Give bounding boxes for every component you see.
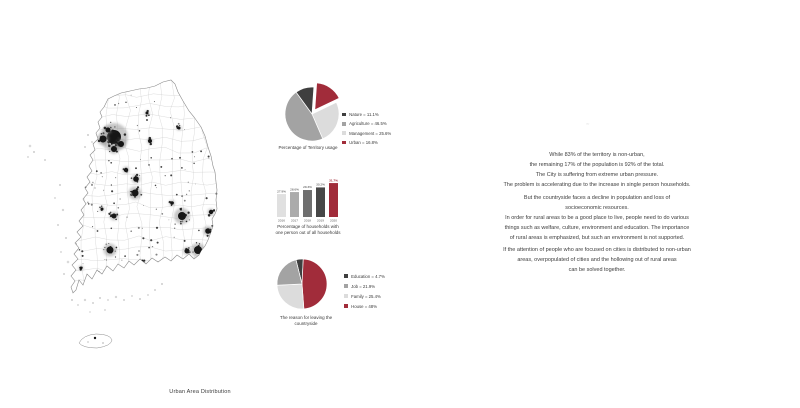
bar-2017 <box>290 192 299 217</box>
legend-item-education <box>344 271 385 281</box>
legend-item-management <box>342 129 391 138</box>
article-paragraph <box>467 193 727 243</box>
legend-label: Job = 21.9% <box>351 283 376 289</box>
bar-value-label: 29.3% <box>303 185 312 190</box>
article-line: If the attention of people who are focused on cities is distributed to non-urban <box>503 247 691 253</box>
article-line: While 83% of the territory is non-urban, <box>549 152 645 158</box>
article-line: things such as welfare, culture, environment and education. The importance <box>504 224 690 231</box>
leaving-reason-caption-line-2: countryside <box>294 321 318 326</box>
leaving-reason-pie-legend <box>344 271 385 311</box>
urban-area-yeosu <box>148 271 151 274</box>
jeju-outline <box>79 334 112 348</box>
article-line: In order for rural areas to be a good place to live, people need to do various <box>505 214 689 221</box>
bar-value-label: 30.2% <box>316 182 325 187</box>
bar-2018 <box>303 190 312 217</box>
legend-item-house <box>344 301 385 311</box>
pie-slice-house <box>302 259 327 309</box>
article-line: the remaining 17% of the population is 92% of the total. <box>529 162 665 168</box>
bar-chart-caption <box>260 224 356 236</box>
bar-value-label: 27.9% <box>277 189 286 194</box>
bar-year-label: 2020 <box>330 218 337 223</box>
leaving-reason-pie-caption <box>258 315 354 327</box>
article-text <box>467 150 727 278</box>
bar-value-label: 28.6% <box>290 187 299 192</box>
bar-2019 <box>316 187 325 217</box>
article-line: But the countryside faces a decline in population and loss of <box>523 194 671 201</box>
legend-label: Agriculture = 46.5% <box>349 121 387 127</box>
leaving-reason-caption-line-1: The reason for leaving the <box>279 315 333 320</box>
legend-swatch <box>344 294 348 298</box>
article-line: The problem is accelerating due to the increase in single person households. <box>503 182 691 188</box>
article-paragraph <box>467 150 727 190</box>
legend-label: Management = 25.6% <box>349 130 392 136</box>
map-caption: Urban Area Distribution <box>169 389 231 395</box>
bar-year-label: 2019 <box>317 218 324 223</box>
legend-item-agriculture <box>342 119 391 128</box>
bar-chart-caption-line-1: Percentage of households with <box>277 224 339 229</box>
urban-area-suncheon <box>142 262 145 265</box>
bar-value-label: 31.7% <box>329 178 338 183</box>
legend-swatch <box>344 274 348 278</box>
article-line: can be solved together. <box>568 267 626 273</box>
legend-label: House = 48% <box>351 303 378 309</box>
legend-swatch <box>342 122 346 126</box>
article-line: The City is suffering from extreme urban pressure. <box>535 172 659 178</box>
legend-item-nature <box>342 110 391 119</box>
legend-item-job <box>344 281 385 291</box>
article-line: socioeconomic resources. <box>565 204 629 211</box>
legend-swatch <box>342 131 346 135</box>
legend-swatch <box>342 113 346 117</box>
pie-slice-family <box>277 284 304 309</box>
article-line: of rural areas is emphasized, but such an environment is not supported. <box>509 234 685 241</box>
legend-label: Family = 25.4% <box>351 293 381 299</box>
legend-item-family <box>344 291 385 301</box>
legend-swatch <box>344 284 348 288</box>
bar-chart-caption-line-2: one person out of all households <box>275 230 341 235</box>
leaving-reason-pie-chart <box>270 252 350 314</box>
territory-pie-legend <box>342 110 391 147</box>
bar-year-label: 2017 <box>291 218 298 223</box>
article-line: areas, overpopulated of cities and the hollowing out of rural areas <box>517 257 677 263</box>
urban-area-jeju <box>94 337 96 339</box>
bar-year-label: 2016 <box>278 218 285 223</box>
article-paragraph <box>467 245 727 275</box>
urban-halo-yeosu <box>147 270 152 275</box>
legend-label: Education = 4.7% <box>351 273 385 279</box>
bar-2016 <box>277 194 286 217</box>
legend-swatch <box>342 141 346 145</box>
korea-map <box>0 0 260 408</box>
bar-2020 <box>329 183 338 217</box>
legend-label: Nature = 11.1% <box>349 112 379 118</box>
bar-year-label: 2018 <box>304 218 311 223</box>
territory-pie-caption: Percentage of Territory usage <box>278 145 338 150</box>
single-person-households-bar-chart <box>270 176 345 226</box>
legend-swatch <box>344 304 348 308</box>
urban-area-cheongju <box>133 176 139 182</box>
legend-label: Urban = 16.8% <box>349 140 378 146</box>
jeju-island <box>79 334 112 348</box>
decorative-squiggle: ~ <box>585 121 590 129</box>
